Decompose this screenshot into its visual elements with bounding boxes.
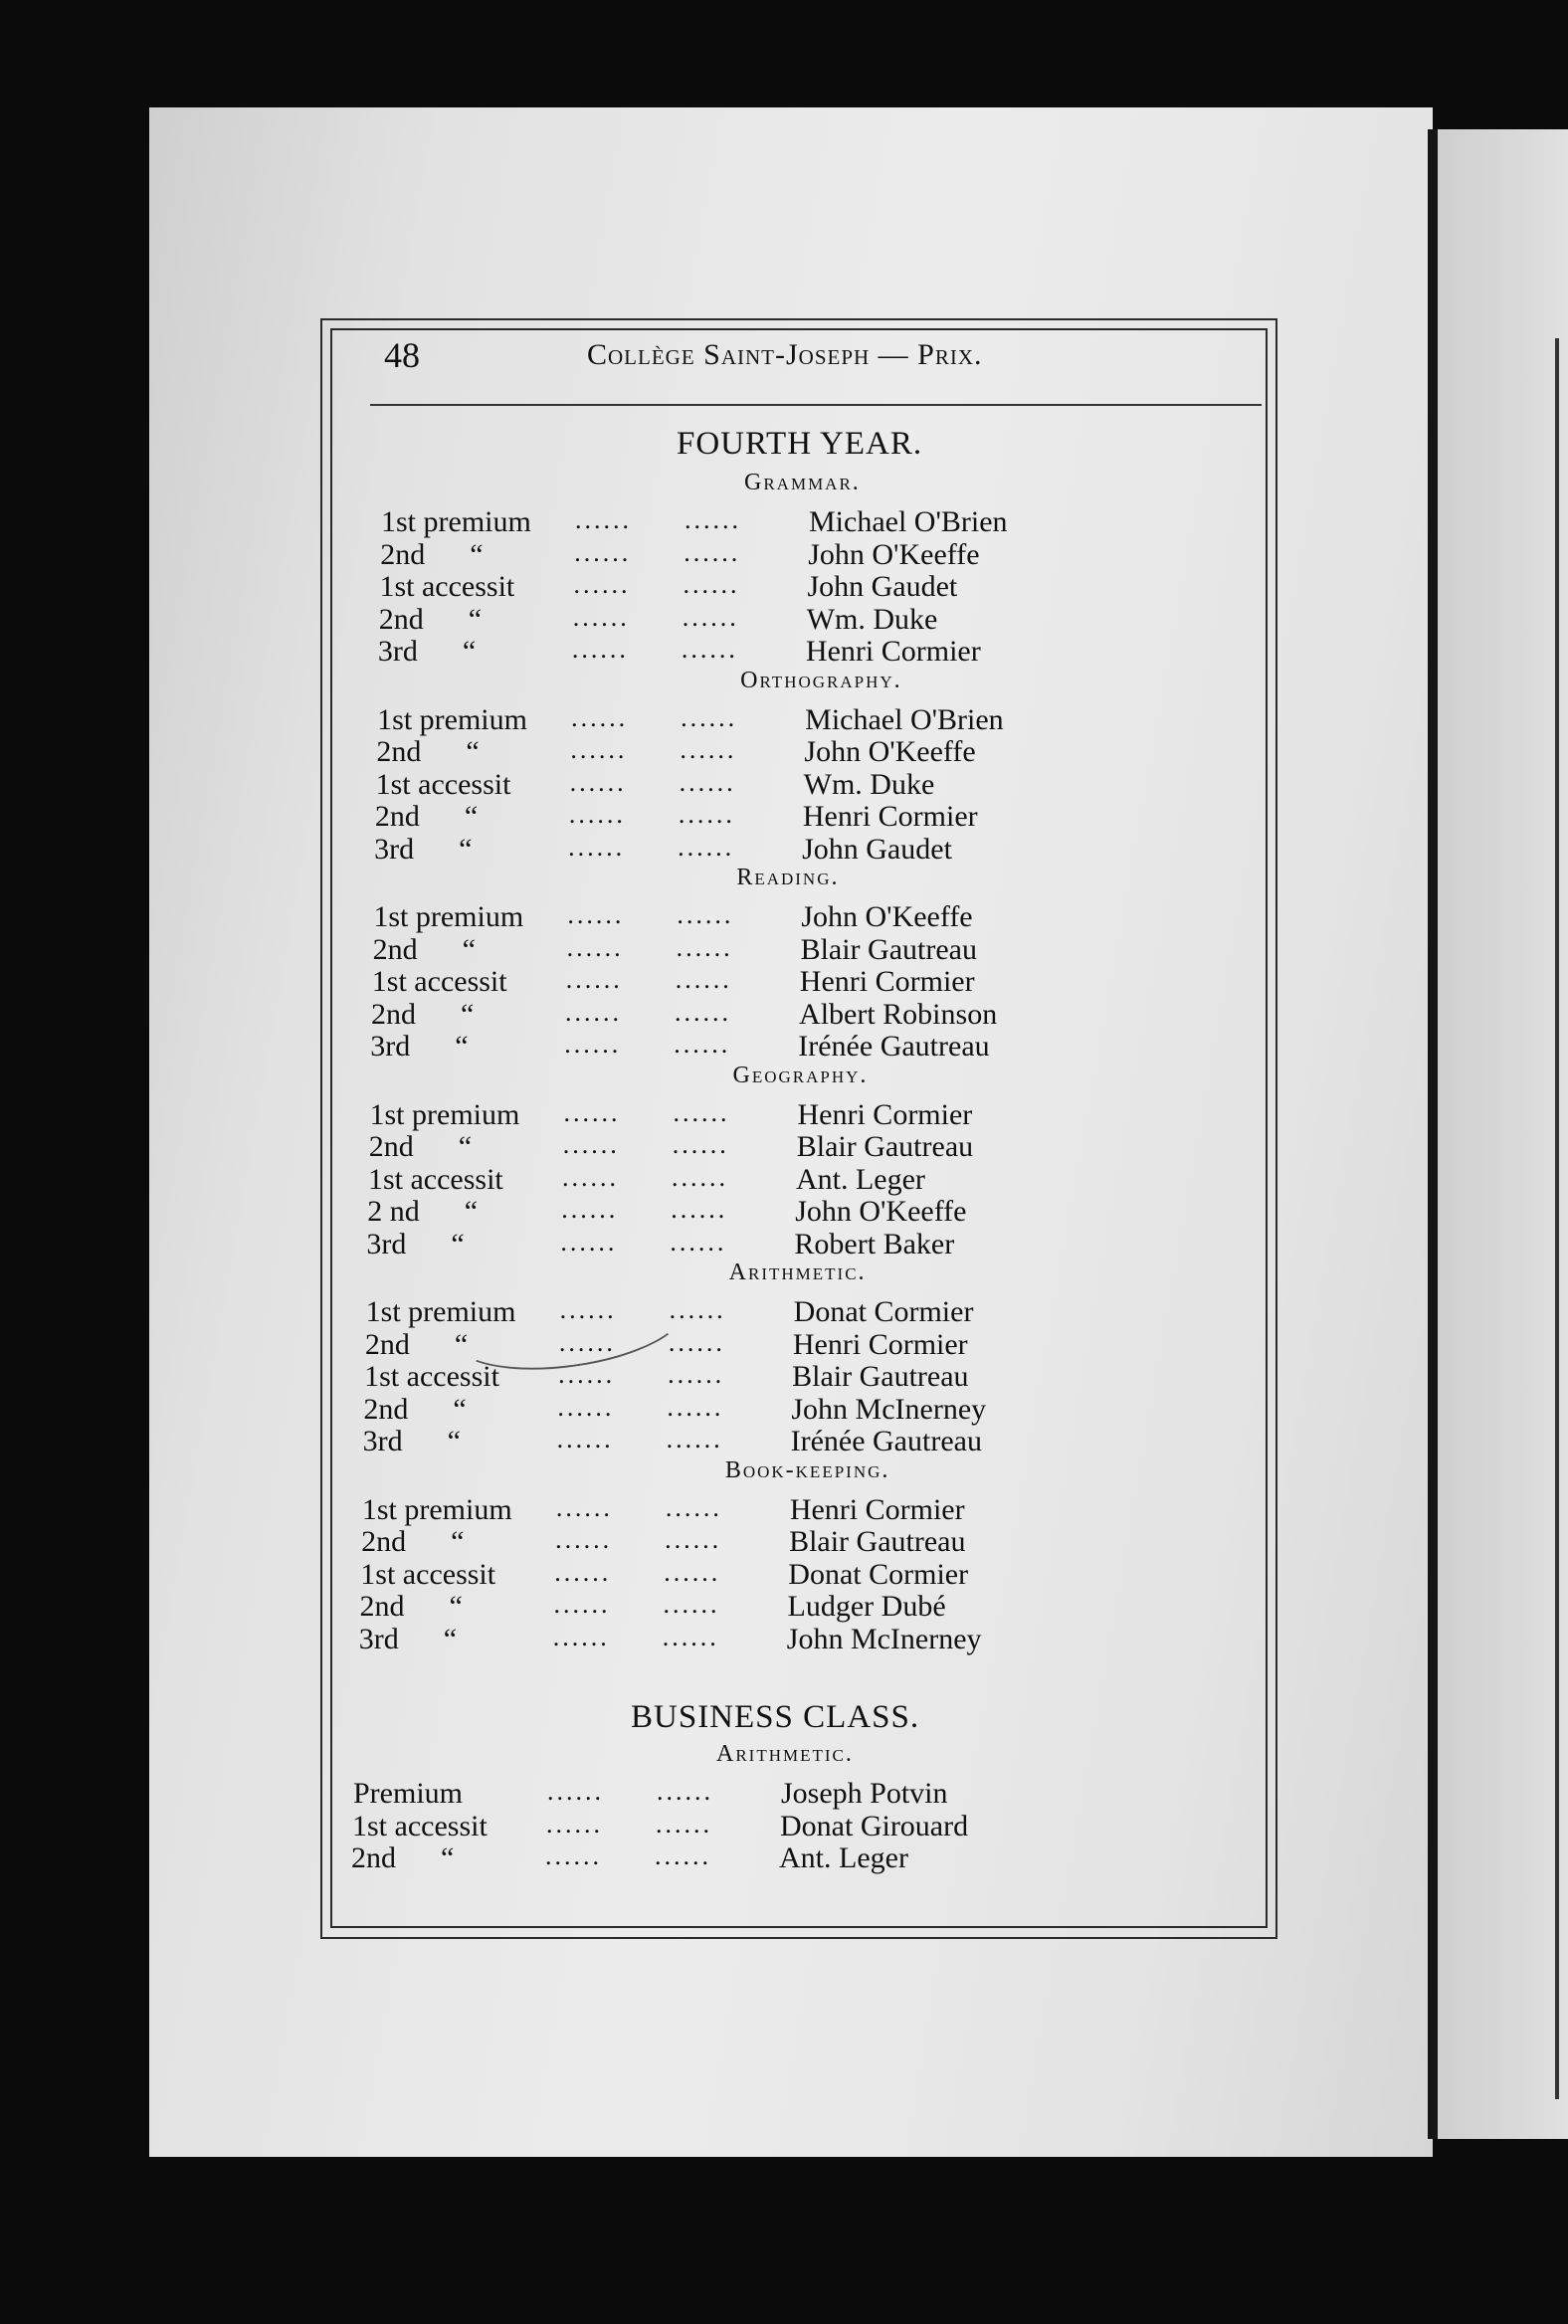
leader-dots: ...... [655,1841,711,1870]
prize-row [378,635,1075,667]
student-name: John O'Keeffe [795,1195,967,1228]
prize-rank: 2nd “ [371,997,475,1031]
prize-row [374,833,1071,865]
student-name: Irénée Gautreau [798,1030,990,1063]
leader-dots: ...... [567,900,625,929]
student-name: Donat Girouard [780,1809,969,1842]
student-name: Henri Cormier [802,800,978,833]
prize-row [370,1098,1067,1130]
leader-dots: ...... [562,1130,620,1159]
prize-row [377,703,1074,735]
prize-row [352,1810,1049,1841]
prize-row [366,1228,1063,1259]
prize-rank: 1st accessit [360,1557,496,1591]
prize-row [380,538,1077,570]
leader-dots: ...... [545,1841,602,1870]
prize-row [367,1195,1064,1227]
leader-dots: ...... [561,1162,619,1192]
leader-dots: ...... [668,1327,725,1357]
leader-dots: ...... [665,1525,722,1554]
leader-dots: ...... [554,1557,612,1587]
student-name: John Gaudet [802,832,952,866]
leader-dots: ...... [681,702,738,732]
prize-rank: 1st premium [377,702,527,736]
student-name: Blair Gautreau [792,1360,969,1393]
subject-heading: Arithmetic. [728,1259,867,1285]
leader-dots: ...... [682,602,739,632]
leader-dots: ...... [557,1392,615,1422]
leader-dots: ...... [684,537,741,567]
leader-dots: ...... [673,1097,730,1127]
student-name: Donat Cormier [788,1557,969,1591]
leader-dots: ...... [679,767,736,797]
prize-row [362,1493,1059,1525]
prize-row [369,1130,1066,1162]
leader-dots: ...... [680,735,737,764]
leader-dots: ...... [558,1360,616,1389]
prize-row [371,998,1068,1030]
leader-dots: ...... [678,800,735,829]
prize-row [375,800,1072,832]
prize-rank: 1st accessit [379,570,515,603]
leader-dots: ...... [553,1590,611,1619]
leader-dots: ...... [563,1097,621,1127]
prize-rank: 2nd “ [361,1525,465,1558]
leader-dots: ...... [571,702,629,732]
prize-rank: 2nd “ [376,735,480,768]
student-name: John O'Keeffe [804,735,976,768]
student-name: Irénée Gautreau [790,1425,982,1457]
student-name: Ant. Leger [795,1162,925,1196]
prize-rank: 2nd “ [359,1590,463,1623]
student-name: John McInerney [791,1392,987,1426]
prize-row [359,1623,1056,1654]
prize-row [361,1525,1058,1557]
student-name: Blair Gautreau [796,1130,974,1163]
prize-rank: 1st premium [365,1295,516,1328]
leader-dots: ...... [564,1030,622,1059]
prize-row [370,1030,1067,1062]
leader-dots: ...... [571,635,629,664]
prize-row [373,933,1070,965]
prize-rank: 2nd “ [368,1130,473,1163]
leader-dots: ...... [671,1162,728,1192]
leader-dots: ...... [681,635,738,664]
prize-rank: 1st premium [361,1492,512,1526]
leader-dots: ...... [677,900,734,929]
leader-dots: ...... [547,1777,604,1806]
prize-rank: 2nd “ [363,1392,467,1426]
running-title: Collège Saint-Joseph — Prix. [587,338,983,371]
prize-rank: Premium [353,1777,463,1810]
leader-dots: ...... [561,1195,619,1224]
prize-rank: 1st accessit [367,1162,503,1196]
leader-dots: ...... [566,932,624,962]
prize-rank: 3rd “ [377,635,477,668]
prize-rank: 2nd “ [351,1841,455,1874]
prize-row [381,505,1078,537]
prize-rank: 2nd “ [378,602,483,636]
leader-dots: ...... [675,965,732,994]
prize-rank: 2nd “ [364,1327,469,1361]
student-name: John Gaudet [807,570,958,603]
leader-dots: ...... [555,1492,613,1522]
student-name: Henri Cormier [797,1097,973,1131]
leader-dots: ...... [683,570,740,599]
leader-dots: ...... [678,832,735,862]
leader-dots: ...... [675,997,732,1027]
leader-dots: ...... [670,1227,727,1257]
student-name: John O'Keeffe [808,537,980,571]
student-name: Robert Baker [794,1227,955,1260]
prize-rank: 2nd “ [372,932,476,966]
leader-dots: ...... [669,1295,726,1324]
prize-row [351,1841,1048,1873]
subject-heading: Orthography. [740,667,902,693]
leader-dots: ...... [662,1622,719,1651]
student-name: Henri Cormier [789,1492,965,1526]
leader-dots: ...... [575,505,632,534]
student-name: John McInerney [786,1622,982,1655]
student-name: Michael O'Brien [809,505,1008,538]
section-title: FOURTH YEAR. [677,426,923,462]
prize-rank: 1st premium [381,505,531,538]
prize-rank: 1st accessit [371,965,507,998]
prize-row [379,570,1076,602]
subject-heading: Geography. [732,1062,869,1088]
prize-row [373,900,1070,932]
leader-dots: ...... [663,1590,720,1619]
leader-dots: ...... [674,1030,731,1059]
leader-dots: ...... [656,1809,712,1839]
leader-dots: ...... [552,1622,610,1651]
leader-dots: ...... [546,1809,603,1839]
prize-rank: 3rd “ [358,1622,458,1655]
student-name: Henri Cormier [805,635,981,668]
prize-rank: 2nd “ [380,537,484,571]
prize-rank: 1st accessit [364,1360,499,1393]
prize-row [379,603,1076,635]
leader-dots: ...... [558,1327,616,1357]
prize-rank: 1st accessit [375,767,511,801]
prize-rank: 1st accessit [352,1809,488,1842]
section-title: BUSINESS CLASS. [631,1699,920,1735]
student-name: Wm. Duke [803,767,935,801]
prize-row [363,1393,1060,1425]
leader-dots: ...... [573,570,631,599]
prize-rank: 2nd “ [374,800,479,833]
subject-heading: Reading. [736,865,840,890]
student-name: Ludger Dubé [787,1590,946,1623]
prize-rank: 2 nd “ [367,1195,479,1228]
prize-rank: 1st premium [369,1097,520,1131]
student-name: Henri Cormier [799,965,975,998]
leader-dots: ...... [565,965,623,994]
student-name: Michael O'Brien [805,702,1004,736]
leader-dots: ...... [666,1425,723,1453]
leader-dots: ...... [560,1227,618,1257]
prize-rank: 3rd “ [366,1227,465,1260]
leader-dots: ...... [665,1492,722,1522]
subject-heading: Grammar. [744,470,861,495]
leader-dots: ...... [569,767,627,797]
leader-dots: ...... [657,1777,713,1806]
student-name: Albert Robinson [799,997,998,1031]
leader-dots: ...... [676,932,733,962]
leader-dots: ...... [667,1392,724,1422]
leader-dots: ...... [664,1557,721,1587]
leader-dots: ...... [671,1195,728,1224]
prize-row [360,1590,1057,1622]
leader-dots: ...... [570,735,628,764]
leader-dots: ...... [555,1525,613,1554]
leader-dots: ...... [568,800,626,829]
leader-dots: ...... [685,505,741,534]
leader-dots: ...... [568,832,626,862]
leader-dots: ...... [559,1295,617,1324]
prize-row [364,1360,1061,1392]
prize-rank: 1st premium [373,900,524,933]
leader-dots: ...... [574,537,632,567]
prize-row [353,1777,1050,1809]
prize-row [363,1425,1060,1456]
student-name: Wm. Duke [806,602,938,636]
leader-dots: ...... [672,1130,729,1159]
student-name: Blair Gautreau [800,932,977,966]
subject-heading: Arithmetic. [716,1741,854,1767]
prize-row [376,735,1073,767]
student-name: Ant. Leger [779,1841,908,1874]
leader-dots: ...... [572,602,630,632]
subject-heading: Book-keeping. [724,1456,890,1483]
page-number: 48 [384,335,420,375]
student-name: John O'Keeffe [801,900,973,933]
leader-dots: ...... [565,997,623,1027]
prize-rank: 3rd “ [374,832,473,866]
prize-row [376,768,1073,800]
prize-rank: 3rd “ [370,1030,469,1063]
student-name: Blair Gautreau [789,1525,966,1558]
student-name: Henri Cormier [792,1327,968,1361]
student-name: Donat Cormier [793,1295,974,1328]
leader-dots: ...... [556,1425,614,1453]
prize-rank: 3rd “ [362,1425,461,1457]
prize-row [372,965,1069,997]
prize-row [368,1163,1065,1195]
prize-row [360,1558,1057,1590]
student-name: Joseph Potvin [781,1777,948,1810]
leader-dots: ...... [668,1360,725,1389]
